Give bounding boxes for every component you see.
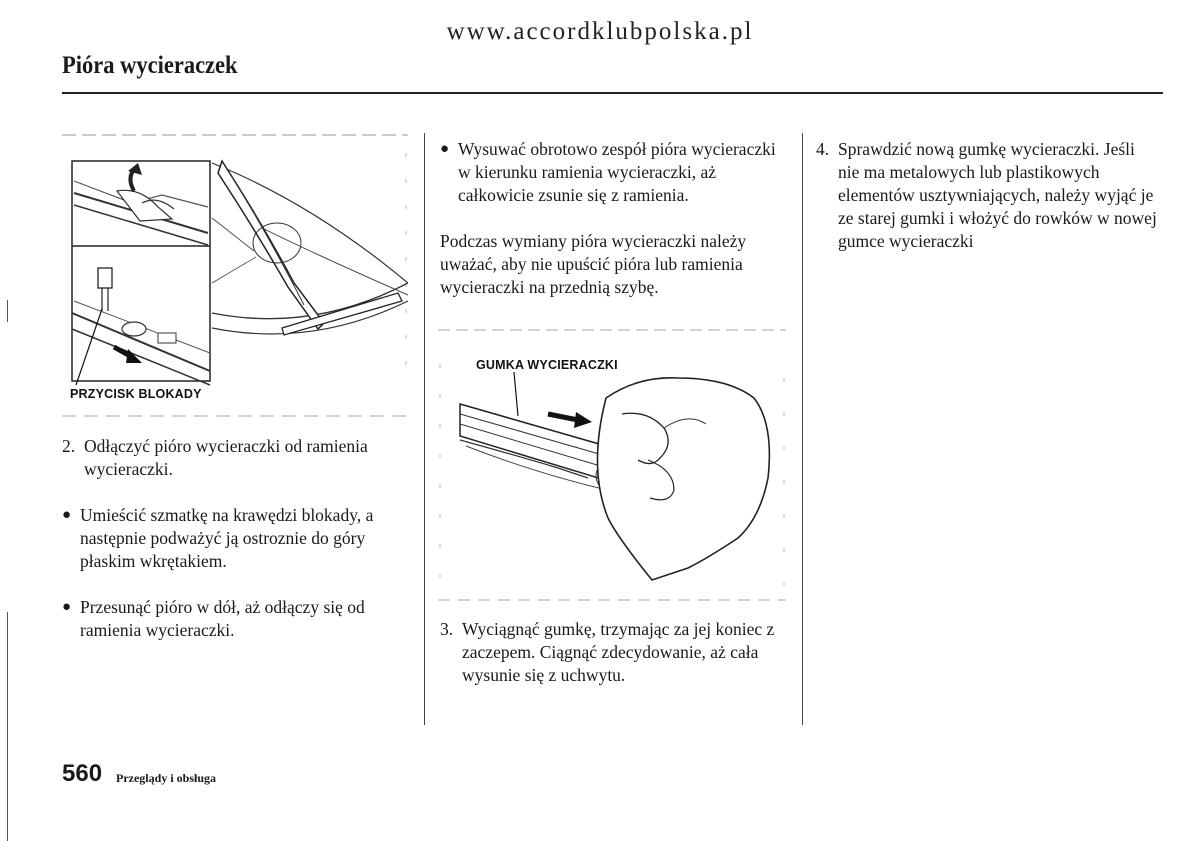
step-text: Sprawdzić nową gumkę wycieraczki. Jeśli nie ma metalowych lub plastikowych elementów usztywniających, należy wyjąć je ze starej gumki i włożyć do rowków w nowej gumce wycieraczki [838,139,1157,251]
bullet-text: Wysuwać obrotowo zespół pióra wycieraczki w kierunku ramienia wycieraczki, aż całkowicie zsunie się z ramienia. [458,139,776,205]
step-number: 2. [62,436,76,456]
step-text: Odłączyć pióro wycieraczki od ramienia wycieraczki. [84,436,368,479]
bullet-icon: ● [440,141,450,157]
step-number: 4. [816,139,830,159]
step-text: Wyciągnąć gumkę, trzymając za jej koniec z zaczepem. Ciągnąć zdecydowanie, aż cała wysunie się z uchwytu. [462,619,775,685]
bullet-text: Przesunąć pióro w dół, aż odłączy się od ramienia wycieraczki. [80,597,365,640]
margin-line [7,612,8,841]
column-divider-1 [424,133,425,725]
step-3 [440,618,784,687]
column-1 [62,435,402,642]
margin-line [7,300,8,322]
column-3 [816,138,1158,253]
wiper-lock-illustration [62,133,408,423]
step-4 [816,138,1158,253]
step-number: 3. [440,619,454,639]
site-url: www.accordklubpolska.pl [446,18,754,45]
caution-note: Podczas wymiany pióra wycieraczki należy uważać, aby nie upuścić pióra lub ramienia wycieraczki na przednią szybę. [440,231,747,297]
bullet-text: Umieścić szmatkę na krawędzi blokady, a następnie podważyć ją ostroznie do góry płaskim wkrętakiem. [80,505,374,571]
step-2 [62,435,402,481]
lock-button-label: PRZYCISK BLOKADY [70,387,202,401]
page-number: 560 [62,760,103,787]
bullet-item [62,596,402,642]
rubber-label: GUMKA WYCIERACZKI [476,358,618,372]
bullet-item [62,504,402,573]
column-2 [440,138,780,299]
column-2-step [440,618,784,687]
section-name: Przeglądy i obsługa [116,771,217,785]
bullet-icon: ● [62,507,72,523]
page-title: Pióra wycieraczek [62,52,238,79]
figure-wiper-lock [62,133,408,423]
bullet-item [440,138,780,207]
column-divider-2 [802,133,803,725]
figure-wiper-rubber [438,328,786,604]
title-rule [62,92,1163,94]
bullet-icon: ● [62,599,72,615]
